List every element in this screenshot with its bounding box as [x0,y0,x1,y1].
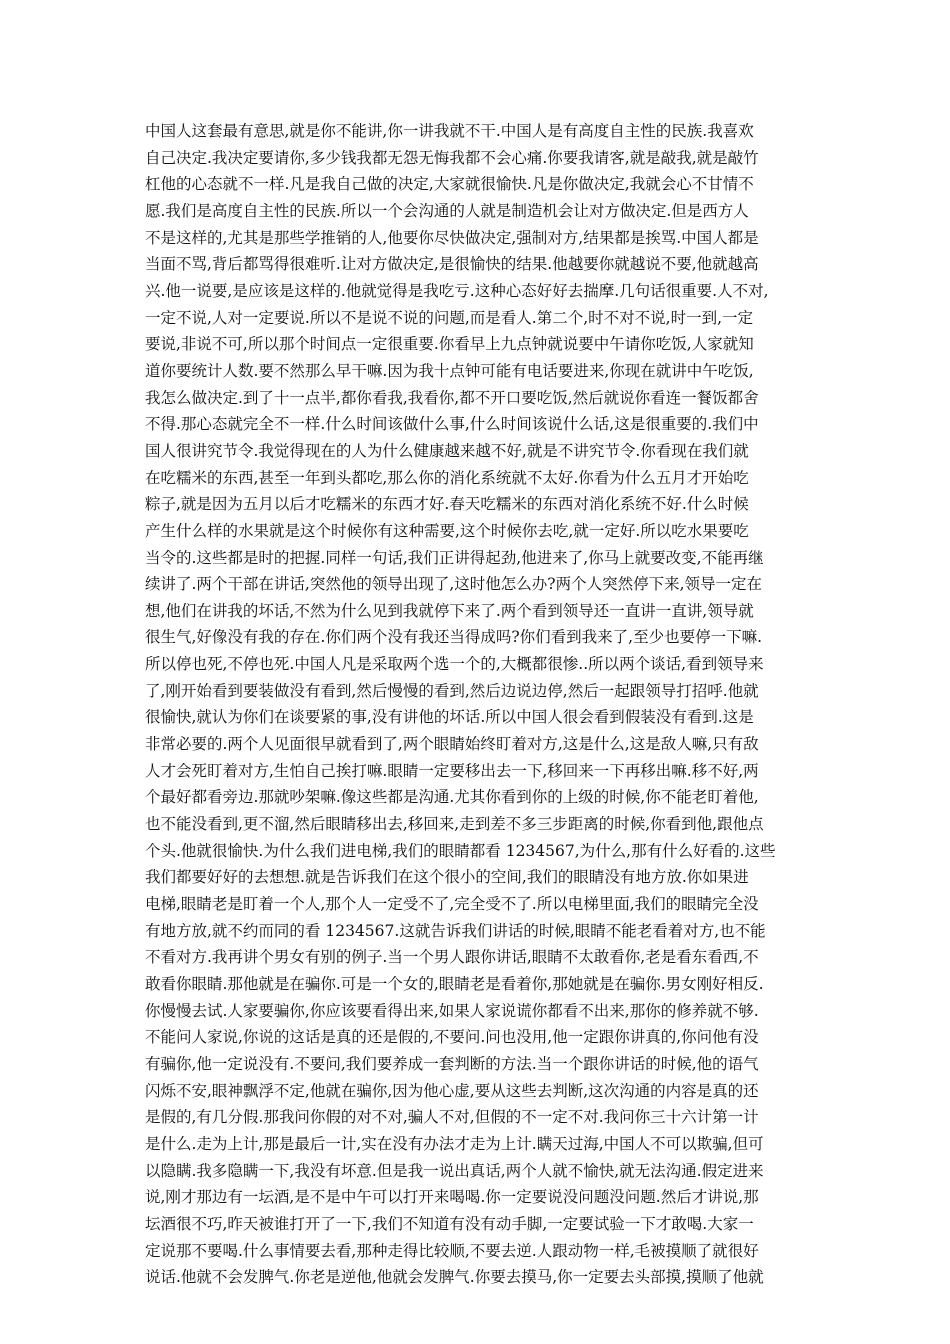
text-line: 当令的.这些都是时的把握.同样一句话,我们正讲得起劲,他进来了,你马上就要改变,不能再继 [145,548,764,567]
text-line: 有地方放,就不约而同的看 1234567.这就告诉我们讲话的时候,眼睛不能老看着对方,也不能 [145,921,766,940]
text-line: 不看对方.我再讲个男女有别的例子.当一个男人跟你讲话,眼睛不太敢看你,老是看东看西,不 [145,948,759,967]
text-line: 当面不骂,背后都骂得很难听.让对方做决定,是很愉快的结果.他越要你就越说不要,他就越高 [145,255,759,274]
text-line: 产生什么样的水果就是这个时候你有这种需要,这个时候你去吃,就一定好.所以吃水果要吃 [145,521,749,540]
text-line: 自己决定.我决定要请你,多少钱我都无怨无悔我都不会心痛.你要我请客,就是敲我,就是敲竹 [145,148,759,167]
text-line: 愿.我们是高度自主性的民族.所以一个会沟通的人就是制造机会让对方做决定.但是西方人 [145,201,749,220]
text-line: 以隐瞒.我多隐瞒一下,我没有坏意.但是我一说出真话,两个人就不愉快,就无法沟通.假定进来 [145,1161,764,1180]
text-line: 也不能没看到,更不溜,然后眼睛移出去,移回来,走到差不多三步距离的时候,你看到他,跟他点 [145,815,764,834]
text-line: 你慢慢去试.人家要骗你,你应该要看得出来,如果人家说谎你都看不出来,那你的修养就不够. [145,1001,759,1020]
document-body [145,118,805,1291]
text-line: 所以停也死,不停也死.中国人凡是采取两个选一个的,大概都很惨..所以两个谈话,看到领导来 [145,655,764,674]
text-line: 人才会死盯着对方,生怕自己挨打嘛.眼睛一定要移出去一下,移回来一下再移出嘛.移不好,两 [145,761,759,780]
text-line: 粽子,就是因为五月以后才吃糯米的东西才好.春天吃糯米的东西对消化系统不好.什么时候 [145,495,749,514]
text-line: 中国人这套最有意思,就是你不能讲,你一讲我就不干.中国人是有高度自主性的民族.我喜欢 [145,122,754,140]
text-line: 坛酒很不巧,昨天被谁打开了一下,我们不知道有没有动手脚,一定要试验一下才敢喝.大家一 [145,1214,754,1233]
text-line: 很愉快,就认为你们在谈要紧的事,没有讲他的坏话.所以中国人很会看到假装没有看到.这是 [145,708,754,727]
text-line: 不是这样的,尤其是那些学推销的人,他要你尽快做决定,强制对方,结果都是挨骂.中国人都是 [145,228,759,247]
text-line: 不能问人家说,你说的这话是真的还是假的,不要问.问也没用,他一定跟你讲真的,你问他有没 [145,1028,759,1047]
text-line: 想,他们在讲我的坏话,不然为什么见到我就停下来了.两个看到领导还一直讲一直讲,领导就 [145,601,754,620]
text-line: 闪烁不安,眼神飘浮不定,他就在骗你,因为他心虚,要从这些去判断,这次沟通的内容是真的还 [145,1081,759,1100]
text-line: 不得.那心态就完全不一样.什么时间该做什么事,什么时间该说什么话,这是很重要的.我们中 [145,415,759,434]
text-line: 续讲了.两个干部在讲话,突然他的领导出现了,这时他怎么办?两个人突然停下来,领导一定在 [145,575,763,594]
text-line: 个头.他就很愉快.为什么我们进电梯,我们的眼睛都看 1234567,为什么,那有什么好看的.这些 [145,841,776,860]
text-line: 有骗你,他一定说没有.不要问,我们要养成一套判断的方法.当一个跟你讲话的时候,他的语气 [145,1054,759,1073]
text-line: 了,刚开始看到要装做没有看到,然后慢慢的看到,然后边说边停,然后一起跟领导打招呼.他就 [145,681,759,700]
text-line: 是什么.走为上计,那是最后一计,实在没有办法才走为上计.瞒天过海,中国人不可以欺骗,但可 [145,1134,764,1153]
text-line: 说,刚才那边有一坛酒,是不是中午可以打开来喝喝.你一定要说没问题没问题.然后才讲说,那 [145,1188,759,1207]
text-line: 兴.他一说要,是应该是这样的.他就觉得是我吃亏.这种心态好好去揣摩.几句话很重要.人不对, [145,281,769,300]
text-line: 要说,非说不可,所以那个时间点一定很重要.你看早上九点钟就说要中午请你吃饭,人家就知 [145,335,754,354]
text-line: 在吃糯米的东西,甚至一年到头都吃,那么你的消化系统就不太好.你看为什么五月才开始吃 [145,468,749,487]
text-line: 道你要统计人数.要不然那么早干嘛.因为我十点钟可能有电话要进来,你现在就讲中午吃饭, [145,361,754,380]
text-line: 很生气,好像没有我的存在.你们两个没有我还当得成吗?你们看到我来了,至少也要停一下嘛. [145,628,763,647]
text-line: 个最好都看旁边.那就吵架嘛.像这些都是沟通.尤其你看到你的上级的时候,你不能老盯着他, [145,788,759,807]
text-line: 一定不说,人对一定要说.所以不是说不说的问题,而是看人.第二个,时不对不说,时一到,一定 [145,308,753,327]
text-line: 电梯,眼睛老是盯着一个人,那个人一定受不了,完全受不了.所以电梯里面,我们的眼睛完全没 [145,895,759,914]
text-line: 我怎么做决定.到了十一点半,都你看我,我看你,都不开口要吃饭,然后就说你看连一餐饭都舍 [145,388,759,407]
text-line: 我们都要好好的去想想.就是告诉我们在这个很小的空间,我们的眼睛没有地方放.你如果进 [145,868,749,887]
text-line: 说话.他就不会发脾气.你老是逆他,他就会发脾气.你要去摸马,你一定要去头部摸,摸顺了他就 [145,1268,764,1287]
text-line: 国人很讲究节令.我觉得现在的人为什么健康越来越不好,就是不讲究节令.你看现在我们就 [145,441,749,460]
text-line: 是假的,有几分假.那我问你假的对不对,骗人不对,但假的不一定不对.我问你三十六计第一计 [145,1108,759,1127]
text-line: 敢看你眼睛.那他就是在骗你.可是一个女的,眼睛老是看着你,那她就是在骗你.男女刚好相反. [145,975,764,993]
text-line: 杠他的心态就不一样.凡是我自己做的决定,大家就很愉快.凡是你做决定,我就会心不甘情不 [145,175,754,194]
text-line: 非常必要的.两个人见面很早就看到了,两个眼睛始终盯着对方,这是什么,这是敌人嘛,只有敌 [145,735,759,754]
text-line: 定说那不要喝.什么事情要去看,那种走得比较顺,不要去逆.人跟动物一样,毛被摸顺了就很好 [145,1241,759,1260]
